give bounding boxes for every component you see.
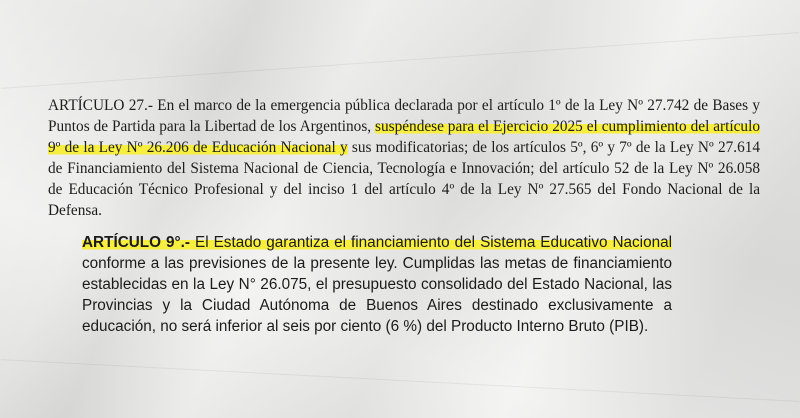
article-27-label: ARTÍCULO 27.-	[48, 97, 153, 114]
article-27-text-end: sus modificatorias; de los artículos 5º, 6º y 7º de la Ley Nº 27.614 de Financiamiento del Sistema Nacional de Ciencia, Tecnología e Innovación; del artículo 52 de la Ley Nº 26.058 de Educación Técnico Profesional y del inciso 1 del artículo 4º de la Ley Nº 27.565 del Fondo Nacional de la Defensa.	[48, 139, 761, 219]
article-9-text: conforme a las previsiones de la presente ley. Cumplidas las metas de financiamiento establecidas en la Ley N° 26.075, el presupuesto consolidado del Estado Nacional, las Provincias y la Ciudad Autónoma de Buenos Aires destinado exclusivamente a educación, no será inferior al seis por ciento (6 %) del Producto Interno Bruto (PIB).	[82, 255, 672, 335]
article-27-highlight: suspéndese para el Ejercicio 2025 el cumplimiento del artículo 9º de la Ley Nº 26.206 de Educación Nacional y	[48, 118, 760, 156]
article-9-highlight: El Estado garantiza el financiamiento del Sistema Educativo Nacional	[195, 234, 673, 251]
article-9-paragraph	[82, 232, 672, 337]
article-27-paragraph	[48, 95, 760, 221]
article-9-label: ARTÍCULO 9°.-	[82, 234, 190, 251]
article-27-text-start: En el marco de la emergencia pública declarada por el artículo 1º de la Ley Nº 27.742 de Bases y Puntos de Partida para la Libertad de los Argentinos,	[48, 97, 760, 135]
